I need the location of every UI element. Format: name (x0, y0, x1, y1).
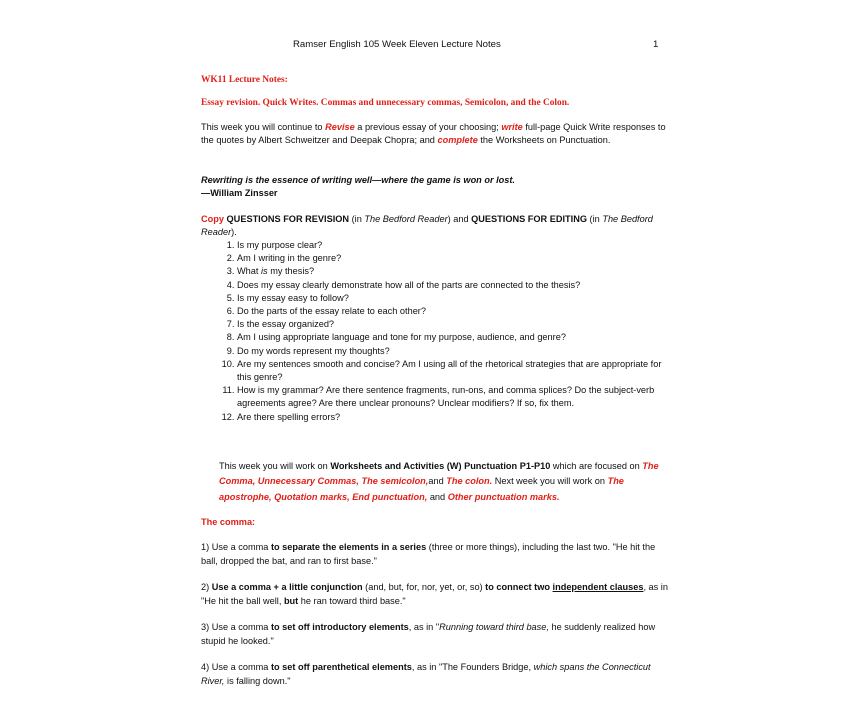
intro-text: a previous essay of your choosing; (354, 122, 502, 132)
copy-text: ). (231, 227, 237, 238)
topic-colon: The colon. (446, 476, 493, 487)
list-item-text: What (237, 266, 261, 277)
list-item-text: my thesis? (267, 266, 315, 277)
list-item: 1. Is my purpose clear? (237, 239, 671, 252)
rule-text: , as in " (408, 622, 440, 632)
header-title: Ramser English 105 Week Eleven Lecture Notes (293, 39, 501, 50)
comma-heading: The comma: (201, 517, 256, 527)
rule-emphasis: to set off introductory elements (270, 622, 409, 632)
page-header (201, 38, 671, 52)
rule-text: 3) Use a comma (201, 622, 271, 632)
rule-emphasis: to connect two (485, 582, 553, 592)
write-keyword: write (501, 122, 523, 132)
rule-example: which spans the Connecticut River, (201, 662, 651, 687)
worksheets-paragraph (219, 459, 671, 505)
copy-text: (in (349, 214, 365, 224)
list-item: 9. Do my words represent my thoughts? (237, 345, 671, 358)
list-item: 7. Is the essay organized? (237, 318, 671, 331)
rule-text: he ran toward third base." (298, 596, 406, 607)
list-item-emphasis: is (261, 266, 268, 277)
rule-text: 1) Use a comma (201, 542, 271, 552)
revision-questions (201, 239, 671, 424)
copy-keyword: Copy (201, 214, 224, 224)
worksheets-title: Worksheets and Activities (W) Punctuation P1-P10 (330, 461, 551, 471)
worksheets-text: This week you will work on (219, 461, 331, 471)
copy-text: ) and (447, 214, 472, 224)
rule-emphasis: to separate the elements in a series (270, 542, 427, 552)
questions-for-editing: QUESTIONS FOR EDITING (471, 214, 587, 224)
worksheets-text: which are focused on (550, 461, 643, 471)
questions-list (201, 239, 671, 424)
quote-author: —William Zinsser (201, 188, 278, 199)
complete-keyword: complete (437, 135, 478, 146)
comma-rule-3 (201, 620, 671, 648)
list-item: 4. Does my essay clearly demonstrate how all of the parts are connected to the thesis? (237, 279, 671, 292)
page-number: 1 (653, 39, 659, 50)
list-item: 11. How is my grammar? Are there sentence fragments, run-ons, and comma splices? Do the subject-verb agreements agree? Are there unclear pronouns? Unclear modifiers? If so, fix them. (237, 384, 671, 410)
list-item: 2. Am I writing in the genre? (237, 252, 671, 265)
rule-underlined: independent clauses (552, 582, 644, 592)
intro-text: This week you will continue to (201, 122, 326, 132)
worksheets-text: and (427, 491, 448, 502)
book-title: The Bedford Reader (201, 214, 653, 238)
revise-keyword: Revise (325, 122, 355, 132)
rule-emphasis: but (283, 596, 299, 607)
lecture-notes-heading: WK11 Lecture Notes: (201, 75, 288, 85)
intro-text: full-page Quick Write responses to the quotes by Albert Schweitzer and Deepak Chopra; and (201, 122, 666, 146)
rule-text: is falling down." (224, 676, 291, 687)
rule-emphasis: to set off parenthetical elements (270, 662, 412, 672)
list-item (237, 265, 671, 278)
list-item: 6. Do the parts of the essay relate to each other? (237, 305, 671, 318)
quote-text: Rewriting is the essence of writing well—where the game is won or lost. (201, 175, 515, 185)
list-item: 5. Is my essay easy to follow? (237, 292, 671, 305)
rule-example: Running toward third base, (439, 622, 549, 632)
list-item: 8. Am I using appropriate language and tone for my purpose, audience, and genre? (237, 331, 671, 344)
rule-text: 2) (201, 582, 212, 592)
topic-apostrophe: The apostrophe, Quotation marks, End punctuation, (219, 476, 624, 502)
rule-text: (and, but, for, nor, yet, or, so) (362, 582, 486, 592)
rule-text: , as in "He hit the ball well, (201, 582, 668, 607)
list-item: 12. Are there spelling errors? (237, 411, 671, 424)
worksheets-text: and (428, 476, 447, 487)
worksheets-text: Next week you will work on (492, 476, 608, 487)
comma-rule-2 (201, 580, 671, 608)
list-item: 10. Are my sentences smooth and concise? Am I using all of the rhetorical strategies that are appropriate for this genre? (237, 358, 671, 384)
zinsser-quote (201, 174, 671, 200)
intro-paragraph (201, 121, 671, 147)
comma-rule-1 (201, 540, 671, 568)
book-title: The Bedford Reader (364, 214, 448, 224)
rule-text: , as in "The Founders Bridge, (411, 662, 534, 672)
topic-comma: The Comma, Unnecessary Commas, The semicolon, (219, 461, 659, 487)
intro-text: the Worksheets on Punctuation. (477, 135, 611, 146)
rule-emphasis: Use a comma + a little conjunction (211, 582, 363, 592)
copy-instructions (201, 213, 671, 239)
comma-rule-4 (201, 660, 671, 688)
topic-other-punctuation: Other punctuation marks. (447, 491, 560, 502)
questions-for-revision: QUESTIONS FOR REVISION (226, 214, 350, 224)
copy-text: (in (587, 214, 603, 224)
topics-heading: Essay revision. Quick Writes. Commas and unnecessary commas, Semicolon, and the Colon. (201, 98, 570, 108)
rule-text: 4) Use a comma (201, 662, 271, 672)
rule-text: he suddenly realized how stupid he looked." (201, 622, 656, 647)
rule-text: (three or more things), including the last two. "He hit the ball, dropped the bat, and ran to first base." (201, 542, 656, 567)
